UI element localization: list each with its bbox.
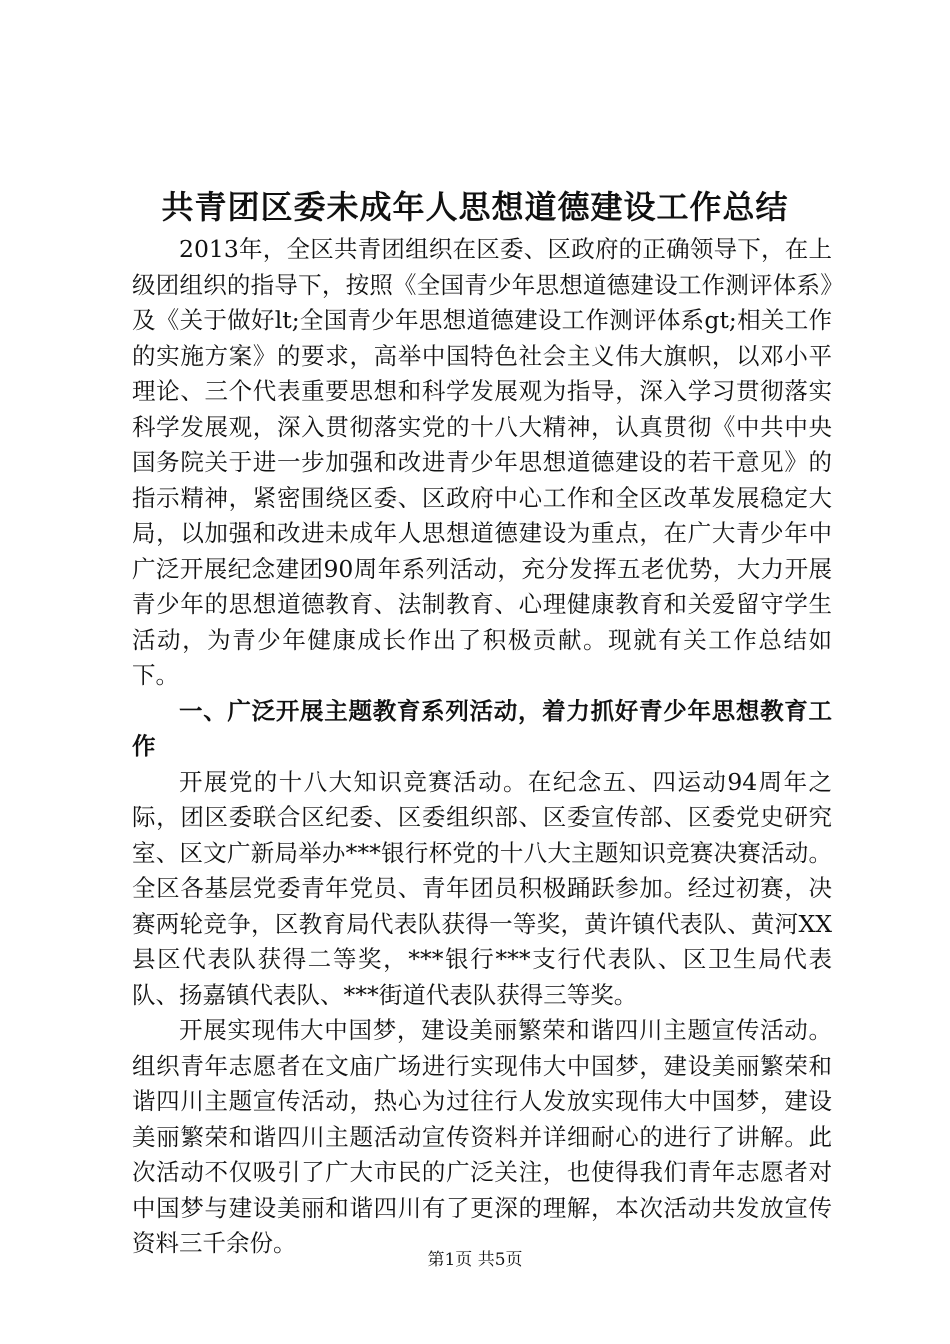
section-heading: 一、广泛开展主题教育系列活动，着力抓好青少年思想教育工作 — [132, 696, 832, 760]
body-paragraph-china-dream: 开展实现伟大中国梦，建设美丽繁荣和谐四川主题宣传活动。组织青年志愿者在文庙广场进行实现伟大中国梦，建设美丽繁荣和谐四川主题宣传活动，热心为过往行人发放实现伟大中国梦，建设美丽繁荣和谐四川主题活动宣传资料并详细耐心的进行了讲解。此次活动不仅吸引了广大市民的广泛关注，也使得我们青年志愿者对中国梦与建设美丽和谐四川有了更深的理解，本次活动共发放宣传资料三千余份。 — [132, 1016, 832, 1257]
document-body — [132, 232, 832, 1262]
document-title: 共青团区委未成年人思想道德建设工作总结 — [161, 188, 789, 226]
page-number-footer: 第1页 共5页 — [427, 1250, 523, 1270]
intro-paragraph: 2013年，全区共青团组织在区委、区政府的正确领导下，在上级团组织的指导下，按照《全国青少年思想道德建设工作测评体系》及《关于做好lt;全国青少年思想道德建设工作测评体系gt;相关工作的实施方案》的要求，高举中国特色社会主义伟大旗帜，以邓小平理论、三个代表重要思想和科学发展观为指导，深入学习贯彻落实科学发展观，深入贯彻落实党的十八大精神，认真贯彻《中共中央国务院关于进一步加强和改进青少年思想道德建设的若干意见》的指示精神，紧密围绕区委、区政府中心工作和全区改革发展稳定大局，以加强和改进未成年人思想道德建设为重点，在广大青少年中广泛开展纪念建团90周年系列活动，充分发挥五老优势，大力开展青少年的思想道德教育、法制教育、心理健康教育和关爱留守学生活动，为青少年健康成长作出了积极贡献。现就有关工作总结如下。 — [132, 235, 832, 689]
body-paragraph-knowledge-contest: 开展党的十八大知识竞赛活动。在纪念五、四运动94周年之际，团区委联合区纪委、区委组织部、区委宣传部、区委党史研究室、区文广新局举办***银行杯党的十八大主题知识竞赛决赛活动。全区各基层党委青年党员、青年团员积极踊跃参加。经过初赛，决赛两轮竞争，区教育局代表队获得一等奖，黄许镇代表队、黄河XX县区代表队获得二等奖，***银行***支行代表队、区卫生局代表队、扬嘉镇代表队、***街道代表队获得三等奖。 — [132, 767, 832, 1009]
